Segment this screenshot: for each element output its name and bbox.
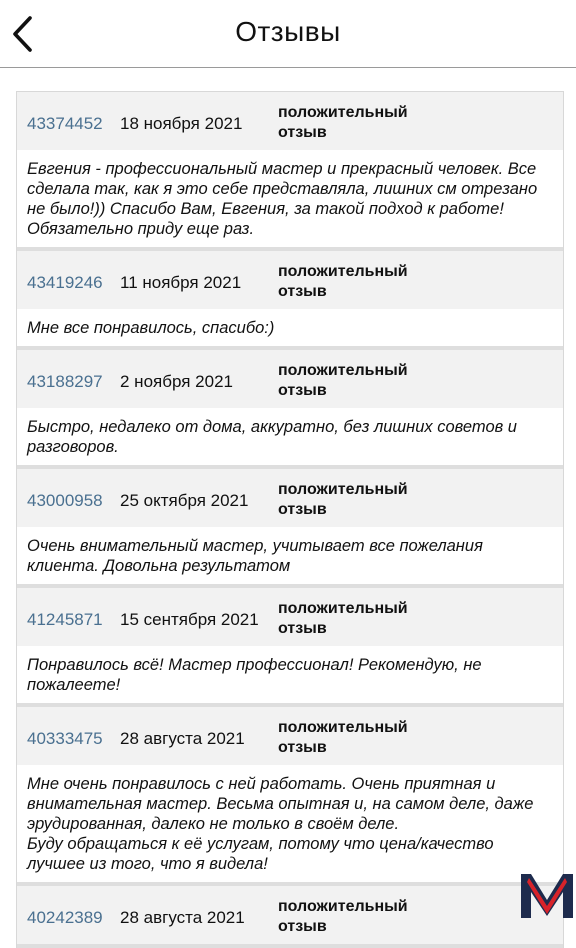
- review-type-line2: отзыв: [278, 620, 327, 637]
- review-type: [278, 361, 448, 401]
- review-meta: [17, 92, 563, 150]
- review-id-link[interactable]: 43419246: [27, 273, 103, 292]
- review-date: 18 ноября 2021: [120, 114, 243, 133]
- review-date: 2 ноября 2021: [120, 372, 233, 391]
- review-card: [17, 92, 563, 251]
- review-type-line1: положительный: [278, 263, 408, 280]
- review-type: [278, 103, 448, 143]
- review-type-line1: положительный: [278, 600, 408, 617]
- review-text: Понравилось всё! Мастер профессионал! Рекомендую, не пожалеете!: [17, 646, 563, 703]
- review-card: [17, 469, 563, 588]
- review-type: [278, 897, 448, 937]
- review-type-line2: отзыв: [278, 124, 327, 141]
- review-date: 11 ноября 2021: [120, 273, 242, 292]
- review-type: [278, 599, 448, 639]
- review-type-line2: отзыв: [278, 739, 327, 756]
- m-logo-icon: [521, 872, 573, 918]
- review-type: [278, 480, 448, 520]
- review-id-link[interactable]: 43188297: [27, 372, 103, 391]
- review-text: Евгения - профессиональный мастер и прекрасный человек. Все сделала так, как я это себе представляла, лишних см отрезано не было!)) Спасибо Вам, Евгения, за такой подход к работе! Обязательно приду еще раз.: [17, 150, 563, 247]
- review-type-line1: положительный: [278, 719, 408, 736]
- review-id-link[interactable]: 40333475: [27, 729, 103, 748]
- review-date: 25 октября 2021: [120, 491, 249, 510]
- review-meta: [17, 251, 563, 309]
- review-card: [17, 350, 563, 469]
- page-title: Отзывы: [235, 16, 341, 47]
- review-type-line1: положительный: [278, 481, 408, 498]
- review-meta: [17, 588, 563, 646]
- review-type: [278, 262, 448, 302]
- review-card: [17, 588, 563, 707]
- review-meta: [17, 469, 563, 527]
- review-type-line1: положительный: [278, 898, 408, 915]
- review-type-line2: отзыв: [278, 382, 327, 399]
- review-type-line1: положительный: [278, 104, 408, 121]
- review-text: Очень внимательный мастер, учитывает все пожелания клиента. Довольна результатом: [17, 527, 563, 584]
- review-id-link[interactable]: 43000958: [27, 491, 103, 510]
- review-type: [278, 718, 448, 758]
- review-id-link[interactable]: 40242389: [27, 908, 103, 927]
- review-text: Мне очень понравилось с ней работать. Очень приятная и внимательная мастер. Весьма опытная и, на самом деле, даже эрудированная, далеко не только в своём деле. Буду обращаться к её услугам, потому что цена/качество лучшее из того, что я видела!: [17, 765, 563, 882]
- app-header: [0, 0, 576, 68]
- review-id-link[interactable]: 43374452: [27, 114, 103, 133]
- review-meta: [17, 707, 563, 765]
- review-card: [17, 886, 563, 948]
- review-type-line2: отзыв: [278, 283, 327, 300]
- review-id-link[interactable]: 41245871: [27, 610, 103, 629]
- review-meta: [17, 886, 563, 944]
- review-date: 15 сентября 2021: [120, 610, 259, 629]
- review-date: 28 августа 2021: [120, 729, 245, 748]
- review-list: [16, 91, 564, 948]
- review-card: [17, 707, 563, 886]
- review-card: [17, 251, 563, 350]
- review-type-line1: положительный: [278, 362, 408, 379]
- review-type-line2: отзыв: [278, 501, 327, 518]
- review-text: Мне все понравилось, спасибо:): [17, 309, 563, 346]
- review-meta: [17, 350, 563, 408]
- review-type-line2: отзыв: [278, 918, 327, 935]
- review-date: 28 августа 2021: [120, 908, 245, 927]
- review-text: Быстро, недалеко от дома, аккуратно, без лишних советов и разговоров.: [17, 408, 563, 465]
